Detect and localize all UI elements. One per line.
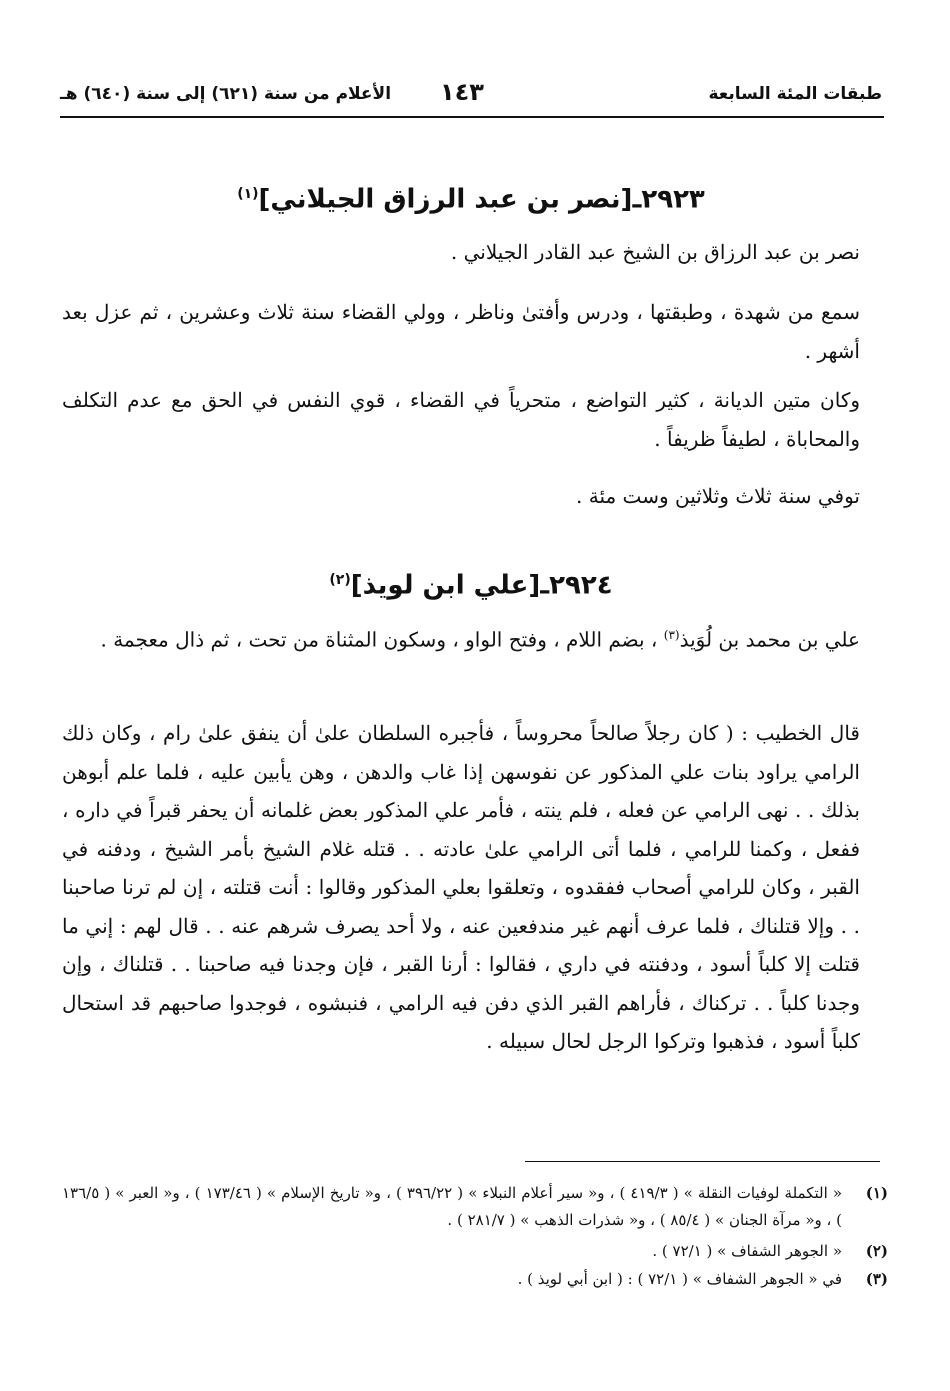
footnote-1 [62, 1180, 888, 1234]
footnote-text: في « الجوهر الشفاف » ( ٧٢/١ ) : ( ابن أبي لويذ ) . [517, 1270, 842, 1288]
footnote-mark: (٢) [865, 1242, 888, 1260]
entry1-paragraph-3: وكان متين الديانة ، كثير التواضع ، متحرياً في القضاء ، قوي النفس في الحق مع عدم التكلف والمحاباة ، لطيفاً ظريفاً . [62, 388, 860, 451]
footnote-ref: (٣) [663, 628, 680, 642]
footnote-ref: (٢) [329, 572, 351, 588]
entry-title: [علي ابن لويذ] [350, 570, 541, 601]
footnote-text: « الجوهر الشفاف » ( ٧٢/١ ) . [652, 1242, 842, 1260]
footnote-ref: (١) [237, 186, 259, 202]
footnote-mark: (١) [865, 1184, 888, 1202]
page-number: ١٤٣ [440, 78, 484, 106]
running-head-range: الأعلام من سنة (٦٢١) إلى سنة (٦٤٠) هـ [60, 84, 392, 104]
entry1-paragraph-2: سمع من شهدة ، وطبقتها ، ودرس وأفتىٰ وناظر ، وولي القضاء سنة ثلاث وعشرين ، ثم عزل بعد أشهر . [62, 300, 860, 363]
entry-title: [نصر بن عبد الرزاق الجيلاني] [258, 184, 633, 215]
entry-heading-2924 [60, 560, 882, 606]
entry-heading-2923 [60, 174, 882, 220]
footnote-2 [62, 1238, 888, 1265]
entry1-paragraph-4: توفي سنة ثلاث وثلاثين وست مئة . [576, 484, 860, 508]
header-rule [60, 116, 884, 118]
entry-number: ٢٩٢٣ـ [632, 184, 705, 215]
footnote-rule [525, 1161, 880, 1162]
footnote-3 [62, 1266, 888, 1293]
footnote-text: « التكملة لوفيات النقلة » ( ٤١٩/٣ ) ، و« سير أعلام النبلاء » ( ٣٩٦/٢٢ ) ، و« تاريخ الإسلام » ( ١٧٣/٤٦ ) ، و« العبر » ( ١٣٦/٥ ) ، و« مرآة الجنان » ( ٨٥/٤ ) ، و« شذرات الذهب » ( ٢٨١/٧ ) . [62, 1184, 842, 1229]
entry-number: ٢٩٢٤ـ [540, 570, 613, 601]
running-head-section: طبقات المئة السابعة [708, 84, 882, 104]
entry2-paragraph-1 [62, 616, 860, 659]
vocalization-text: ، بضم اللام ، وفتح الواو ، وسكون المثناة من تحت ، ثم ذال معجمة . [100, 627, 664, 652]
name-text: علي بن محمد بن لُوَيذ [679, 627, 860, 652]
entry1-paragraph-1: نصر بن عبد الرزاق بن الشيخ عبد القادر الجيلاني . [450, 240, 860, 264]
entry2-paragraph-2: قال الخطيب : ( كان رجلاً صالحاً محروساً ، فأجبره السلطان علىٰ أن ينفق علىٰ رام ، وكان ذلك الرامي يراود بنات علي المذكور عن نفوسهن إذا غاب والدهن ، وهن يأبين عليه ، فلما علم أبوهن بذلك . . نهى الرامي عن فعله ، فلم ينته ، فأمر علي المذكور بعض غلمانه أن يحفر قبراً في داره ، ففعل ، وكمنا للرامي ، فلما أتى الرامي علىٰ عادته . . قتله غلام الشيخ بأمر الشيخ ، ودفنه في القبر ، وكان للرامي أصحاب ففقدوه ، وتعلقوا بعلي المذكور وقالوا : أنت قتلته ، إن لم ترنا صاحبنا . . وإلا قتلناك ، فلما عرف أنهم غير مندفعين عنه ، ولا أحد يصرف شرهم عنه . . قال لهم : إني ما قتلت إلا كلباً أسود ، ودفنته في داري ، فقالوا : أرنا القبر ، فإن وجدنا فيه صاحبنا . . قتلناك ، وإن وجدنا كلباً . . تركناك ، فأراهم القبر الذي دفن فيه الرامي ، فنبشوه ، فوجدوا صاحبهم قد استحال كلباً أسود ، فذهبوا وتركوا الرجل لحال سبيله . [62, 721, 861, 1053]
footnote-mark: (٣) [865, 1270, 888, 1288]
running-head [60, 78, 882, 112]
